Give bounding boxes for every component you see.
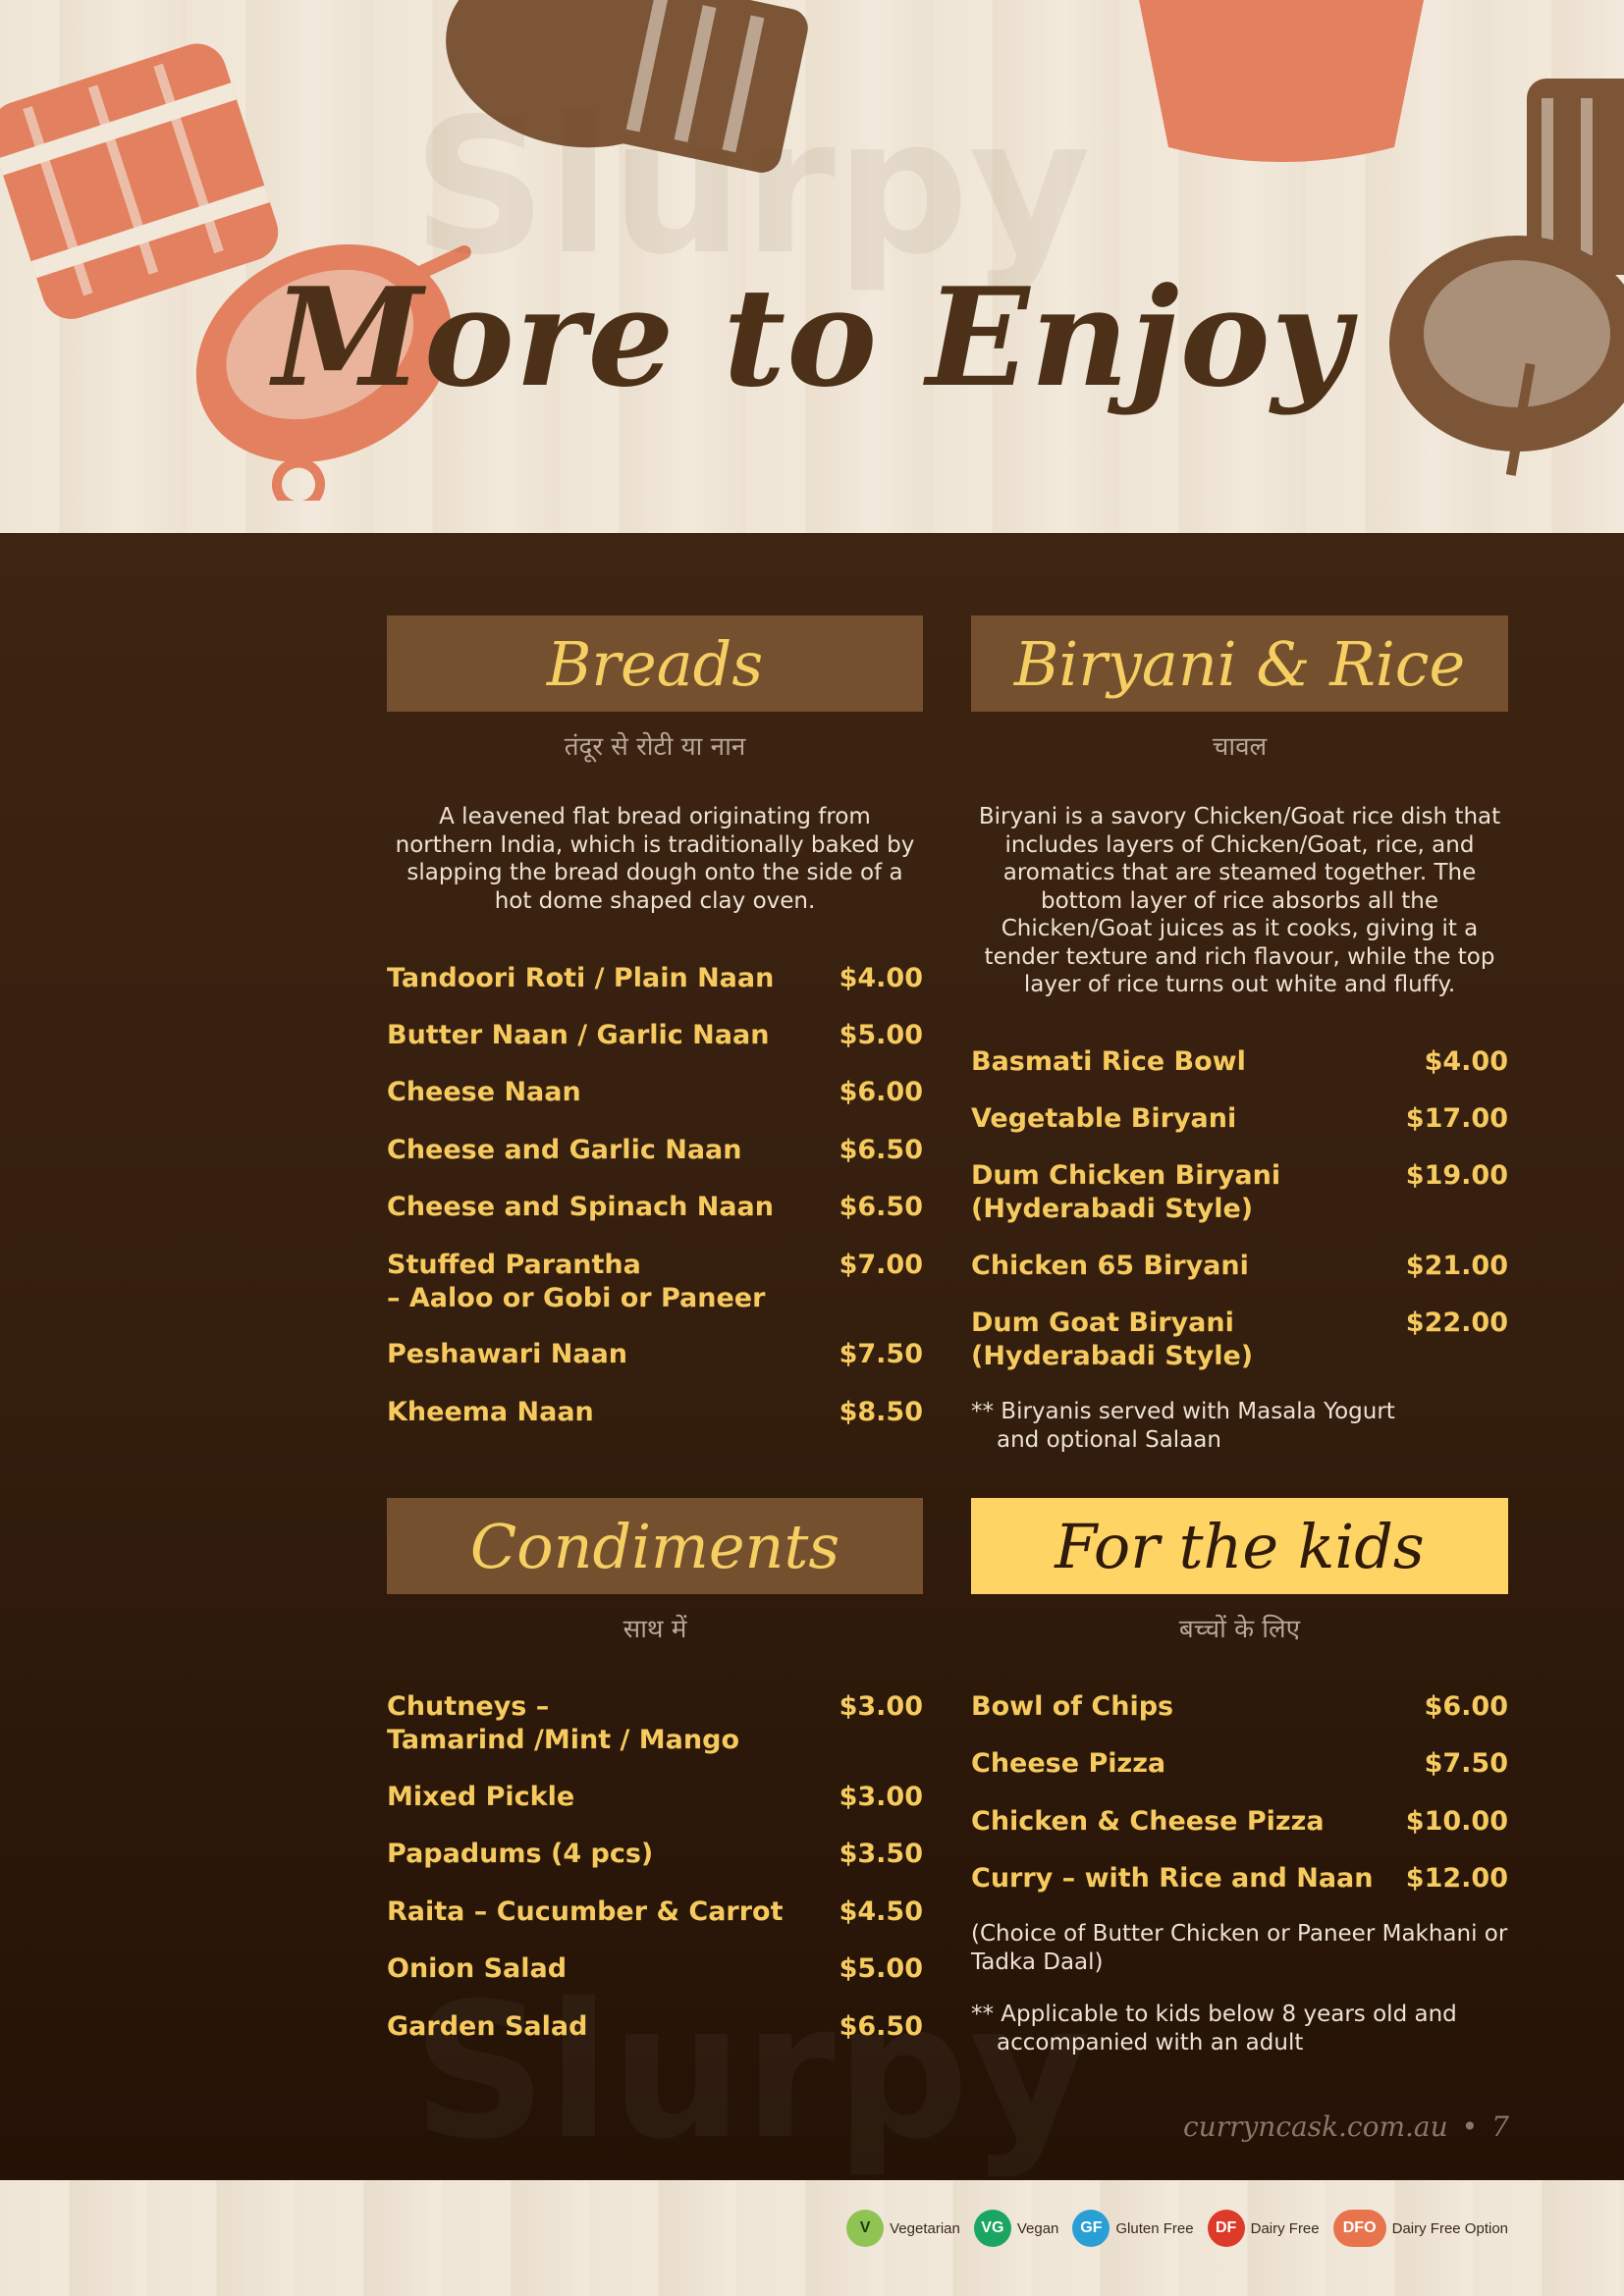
dairy-free-badge: DF bbox=[1208, 2210, 1245, 2247]
legend-label: Dairy Free bbox=[1250, 2219, 1320, 2237]
page-number: 7 bbox=[1491, 2110, 1509, 2143]
item-price: $4.00 bbox=[1424, 1046, 1508, 1077]
kids-age-note-text: ** Applicable to kids below 8 years old and accompanied with an adult bbox=[971, 2002, 1457, 2056]
item-price: $22.00 bbox=[1405, 1308, 1508, 1338]
menu-item bbox=[387, 1076, 923, 1109]
breads-hindi-subtitle: तंदूर से रोटी या नान bbox=[564, 732, 746, 762]
item-price: $6.50 bbox=[839, 2011, 923, 2042]
breads-banner: Breads bbox=[387, 615, 923, 712]
item-name: Vegetable Biryani bbox=[971, 1103, 1237, 1134]
menu-item bbox=[971, 1690, 1508, 1724]
item-name: Dum Goat Biryani (Hyderabadi Style) bbox=[971, 1308, 1254, 1371]
menu-item bbox=[387, 1249, 923, 1315]
item-name: Garden Salad bbox=[387, 2011, 588, 2042]
vegetarian-badge: V bbox=[846, 2210, 884, 2247]
item-name: Raita – Cucumber & Carrot bbox=[387, 1896, 784, 1927]
legend-label: Dairy Free Option bbox=[1391, 2219, 1508, 2237]
biryani-note bbox=[971, 1398, 1433, 1455]
barrel-illustration-top bbox=[422, 0, 874, 187]
dairy-free-option-badge: DFO bbox=[1333, 2210, 1386, 2247]
item-name: Cheese and Spinach Naan bbox=[387, 1192, 774, 1222]
item-name: Stuffed Parantha – Aaloo or Gobi or Paneer bbox=[387, 1250, 766, 1313]
kids-hindi-subtitle: बच्चों के लिए bbox=[1178, 1615, 1301, 1644]
biryani-banner: Biryani & Rice bbox=[971, 615, 1508, 712]
item-price: $6.00 bbox=[839, 1077, 923, 1107]
menu-item bbox=[387, 962, 923, 995]
item-name: Curry – with Rice and Naan bbox=[971, 1863, 1374, 1894]
biryani-note-text: ** Biryanis served with Masala Yogurt and optional Salaan bbox=[971, 1399, 1395, 1453]
menu-item bbox=[387, 1134, 923, 1167]
menu-item bbox=[387, 1896, 923, 1929]
item-name: Cheese and Garlic Naan bbox=[387, 1135, 742, 1165]
item-name: Butter Naan / Garlic Naan bbox=[387, 1020, 770, 1050]
menu-item bbox=[387, 1019, 923, 1052]
item-name: Chicken 65 Biryani bbox=[971, 1251, 1249, 1281]
item-price: $5.00 bbox=[839, 1953, 923, 1984]
page-title: More to Enjoy bbox=[273, 257, 1351, 417]
item-price: $21.00 bbox=[1405, 1251, 1508, 1281]
menu-item bbox=[387, 2010, 923, 2044]
condiments-banner: Condiments bbox=[387, 1498, 923, 1594]
item-name: Onion Salad bbox=[387, 1953, 568, 1984]
breads-description: A leavened flat bread originating from northern India, which is traditionally baked by slapping the bread dough onto the side of a hot dome shaped clay oven. bbox=[395, 804, 915, 914]
item-name: Chicken & Cheese Pizza bbox=[971, 1806, 1325, 1837]
item-name: Cheese Pizza bbox=[971, 1748, 1166, 1779]
kids-age-note bbox=[971, 2001, 1508, 2057]
menu-item bbox=[971, 1159, 1508, 1226]
legend-item-gluten-free bbox=[1072, 2210, 1193, 2247]
item-name: Basmati Rice Bowl bbox=[971, 1046, 1246, 1077]
menu-item bbox=[387, 1781, 923, 1814]
legend-item-dairy-free-option bbox=[1333, 2210, 1508, 2247]
gluten-free-badge: GF bbox=[1072, 2210, 1110, 2247]
item-price: $6.50 bbox=[839, 1135, 923, 1165]
menu-item bbox=[971, 1045, 1508, 1079]
item-name: Kheema Naan bbox=[387, 1397, 594, 1427]
menu-item bbox=[387, 1952, 923, 1986]
kids-choice-note: (Choice of Butter Chicken or Paneer Makhani or Tadka Daal) bbox=[971, 1921, 1508, 1975]
menu-item bbox=[971, 1250, 1508, 1283]
biryani-description: Biryani is a savory Chicken/Goat rice dish that includes layers of Chicken/Goat, rice, and aromatics that are steamed together. The bottom layer of rice absorbs all the Chicken/Goat juices as it cooks, giving it a tender texture and rich flavour, while the top layer of rice turns out white and fluffy. bbox=[978, 804, 1501, 997]
dietary-legend bbox=[833, 2210, 1508, 2247]
item-price: $12.00 bbox=[1405, 1863, 1508, 1894]
item-name: Papadums (4 pcs) bbox=[387, 1839, 654, 1869]
item-price: $3.50 bbox=[839, 1839, 923, 1869]
item-price: $19.00 bbox=[1405, 1160, 1508, 1191]
legend-label: Gluten Free bbox=[1115, 2219, 1194, 2237]
menu-item bbox=[387, 1396, 923, 1429]
item-price: $8.50 bbox=[839, 1397, 923, 1427]
legend-label: Vegetarian bbox=[890, 2219, 960, 2237]
item-price: $4.00 bbox=[839, 963, 923, 993]
item-price: $3.00 bbox=[839, 1691, 923, 1722]
legend-label: Vegan bbox=[1016, 2219, 1059, 2237]
menu-item bbox=[387, 1690, 923, 1757]
item-price: $6.00 bbox=[1424, 1691, 1508, 1722]
item-price: $7.50 bbox=[1424, 1748, 1508, 1779]
item-name: Mixed Pickle bbox=[387, 1782, 575, 1812]
item-price: $7.50 bbox=[839, 1339, 923, 1369]
kids-banner: For the kids bbox=[971, 1498, 1508, 1594]
item-price: $5.00 bbox=[839, 1020, 923, 1050]
website-link[interactable]: curryncask.com.au bbox=[1182, 2110, 1448, 2143]
item-name: Bowl of Chips bbox=[971, 1691, 1174, 1722]
biryani-hindi-subtitle: चावल bbox=[1212, 732, 1268, 762]
footer-website-line bbox=[1183, 2110, 1509, 2143]
menu-item bbox=[971, 1307, 1508, 1373]
item-name: Dum Chicken Biryani (Hyderabadi Style) bbox=[971, 1160, 1281, 1224]
legend-item-dairy-free bbox=[1208, 2210, 1320, 2247]
legend-item-vegetarian bbox=[846, 2210, 960, 2247]
menu-item bbox=[971, 1805, 1508, 1839]
menu-item bbox=[971, 1862, 1508, 1896]
header-banner bbox=[0, 0, 1624, 533]
item-name: Cheese Naan bbox=[387, 1077, 581, 1107]
separator-dot: • bbox=[1461, 2110, 1479, 2143]
menu-item bbox=[971, 1747, 1508, 1781]
item-name: Peshawari Naan bbox=[387, 1339, 628, 1369]
item-price: $4.50 bbox=[839, 1896, 923, 1927]
condiments-hindi-subtitle: साथ में bbox=[623, 1615, 687, 1644]
item-price: $6.50 bbox=[839, 1192, 923, 1222]
item-price: $3.00 bbox=[839, 1782, 923, 1812]
item-price: $10.00 bbox=[1405, 1806, 1508, 1837]
vegan-badge: VG bbox=[974, 2210, 1011, 2247]
legend-item-vegan bbox=[974, 2210, 1059, 2247]
item-name: Tandoori Roti / Plain Naan bbox=[387, 963, 775, 993]
menu-item bbox=[971, 1102, 1508, 1136]
item-name: Chutneys – Tamarind /Mint / Mango bbox=[387, 1691, 739, 1755]
menu-item bbox=[387, 1338, 923, 1371]
menu-item bbox=[387, 1191, 923, 1224]
item-price: $17.00 bbox=[1405, 1103, 1508, 1134]
item-price: $7.00 bbox=[839, 1250, 923, 1280]
menu-item bbox=[387, 1838, 923, 1871]
